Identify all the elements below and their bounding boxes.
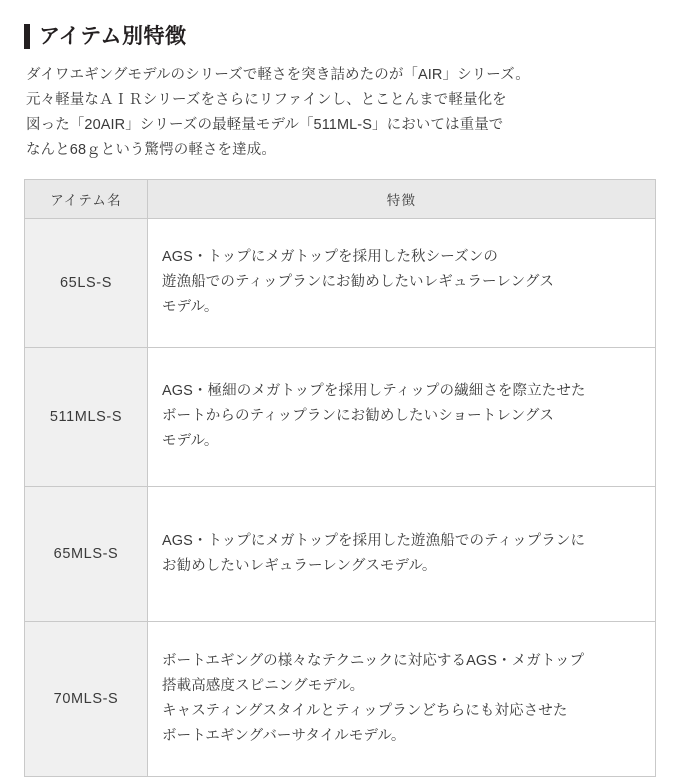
cell-feature-text	[148, 486, 656, 621]
table-head	[25, 179, 656, 218]
cell-feature-text	[148, 621, 656, 776]
intro-line-4: なんと68ｇという驚愕の軽さを達成。	[26, 141, 276, 158]
table-header-row	[25, 179, 656, 218]
intro-paragraph	[26, 63, 656, 163]
intro-line-1: ダイワエギングモデルのシリーズで軽さを突き詰めたのが「AIR」シリーズ。	[26, 67, 530, 83]
heading-accent-bar	[24, 24, 30, 49]
column-header-feature: 特徴	[148, 179, 656, 218]
item-feature-table	[24, 179, 656, 777]
feature-line: モデル。	[162, 299, 219, 316]
cell-item-name: 65LS-S	[25, 218, 148, 347]
cell-item-name: 511MLS-S	[25, 347, 148, 486]
cell-item-name: 65MLS-S	[25, 486, 148, 621]
cell-feature-text	[148, 347, 656, 486]
feature-line: 遊漁船でのティップランにお勧めしたいレギュラーレングス	[162, 274, 554, 291]
table-row	[25, 347, 656, 486]
cell-feature-text	[148, 218, 656, 347]
page-title: アイテム別特徴	[39, 24, 187, 48]
feature-line: ボートエギングバーサタイルモデル。	[162, 727, 406, 744]
intro-line-3: 図った「20AIR」シリーズの最軽量モデル「511ML-S」においては重量で	[26, 116, 504, 133]
table-body	[25, 218, 656, 776]
page-heading	[24, 24, 656, 49]
table-row	[25, 486, 656, 621]
cell-item-name: 70MLS-S	[25, 621, 148, 776]
feature-line: 搭載高感度スピニングモデル。	[162, 677, 365, 694]
column-header-item: アイテム名	[25, 179, 148, 218]
feature-line: ボートからのティップランにお勧めしたいショートレングス	[162, 408, 554, 425]
feature-line: AGS・トップにメガトップを採用した秋シーズンの	[162, 249, 498, 266]
feature-line: モデル。	[162, 433, 219, 450]
table-row	[25, 218, 656, 347]
intro-line-2: 元々軽量なＡＩＲシリーズをさらにリファインし、とことんまで軽量化を	[26, 91, 507, 108]
feature-line: ボートエギングの様々なテクニックに対応するAGS・メガトップ	[162, 652, 585, 669]
feature-line: AGS・トップにメガトップを採用した遊漁船でのティップランに	[162, 532, 586, 549]
feature-line: キャスティングスタイルとティップランどちらにも対応させた	[162, 702, 568, 719]
feature-line: AGS・極細のメガトップを採用しティップの繊細さを際立たせた	[162, 383, 586, 400]
table-row	[25, 621, 656, 776]
feature-line: お勧めしたいレギュラーレングスモデル。	[162, 557, 437, 574]
